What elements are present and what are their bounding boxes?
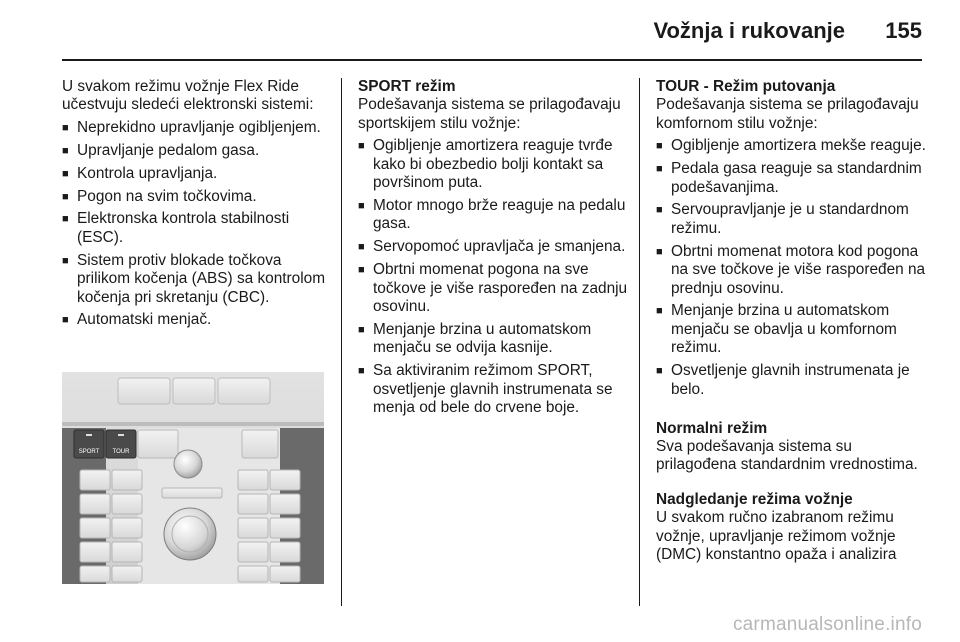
column-1 (62, 78, 330, 334)
control-panel-illustration (62, 372, 324, 584)
page-number: 155 (885, 18, 922, 43)
list-item: ■ Ogibljenje amortizera reaguje tvrđe kako bi obezbedio bolji kontakt sa površinom puta. (358, 137, 628, 192)
intro-text: Podešavanja sistema se prilagođavaju sportskijem stilu vožnje: (358, 96, 621, 132)
list-item: ■ Pedala gasa reaguje sa standardnim podešavanjima. (656, 160, 926, 197)
upper-knob[interactable] (174, 450, 202, 478)
sport-mode-list (358, 137, 628, 417)
list-item: ■ Neprekidno upravljanje ogibljenjem. (62, 119, 330, 137)
column-3 (656, 78, 926, 564)
sport-label: SPORT (78, 449, 100, 455)
column-divider (341, 78, 342, 606)
list-item: ■ Upravljanje pedalom gasa. (62, 142, 330, 160)
section-heading: Normalni režim (656, 419, 768, 437)
list-item: ■ Pogon na svim točkovima. (62, 188, 330, 206)
section-heading: Nadgledanje režima vožnje (656, 490, 853, 508)
column-divider (639, 78, 640, 606)
watermark: carmanualsonline.info (732, 614, 922, 635)
list-item: ■ Elektronska kontrola stabilnosti (ESC). (62, 210, 330, 247)
tour-label: TOUR (112, 449, 130, 455)
section-heading: SPORT režim (358, 78, 456, 95)
list-item: ■ Menjanje brzina u automatskom menjaču se obavlja u komfornom režimu. (656, 302, 926, 357)
intro-text: Podešavanja sistema se prilagođavaju komfornom stilu vožnje: (656, 96, 919, 132)
list-item: ■ Osvetljenje glavnih instrumenata je belo. (656, 362, 926, 399)
list-item: ■ Motor mnogo brže reaguje na pedalu gasa. (358, 197, 628, 234)
column-2 (358, 78, 628, 422)
intro-text: U svakom režimu vožnje Flex Ride učestvuju sledeći elektronski sistemi: (62, 78, 314, 114)
list-item: ■ Servopomoć upravljača je smanjena. (358, 238, 628, 256)
list-item: ■ Ogibljenje amortizera mekše reaguje. (656, 137, 926, 155)
systems-list (62, 119, 330, 330)
page-title: Vožnja i rukovanje (653, 18, 845, 43)
section-heading: TOUR - Režim putovanja (656, 78, 836, 95)
list-item: ■ Obrtni momenat pogona na sve točkove je više raspoređen na zadnju osovinu. (358, 261, 628, 316)
list-item: ■ Sa aktiviranim režimom SPORT, osvetljenje glavnih instrumenata se menja od bele do crvene boje. (358, 362, 628, 417)
list-item: ■ Menjanje brzina u automatskom menjaču se odvija kasnije. (358, 321, 628, 358)
body-text: Sva podešavanja sistema su prilagođena standardnim vrednostima. (656, 437, 918, 474)
list-item: ■ Automatski menjač. (62, 311, 330, 329)
header-rule (62, 59, 922, 61)
body-text: U svakom ručno izabranom režimu vožnje, upravljanje režimom vožnje (DMC) konstantno opaža i analizira (656, 509, 897, 563)
tour-mode-list (656, 137, 926, 399)
list-item: ■ Sistem protiv blokade točkova prilikom kočenja (ABS) sa kontrolom kočenja pri skretanju (CBC). (62, 252, 330, 307)
list-item: ■ Servoupravljanje je u standardnom režimu. (656, 201, 926, 238)
list-item: ■ Obrtni momenat motora kod pogona na sve točkove je više raspoređen na prednju osovinu. (656, 243, 926, 298)
list-item: ■ Kontrola upravljanja. (62, 165, 330, 183)
